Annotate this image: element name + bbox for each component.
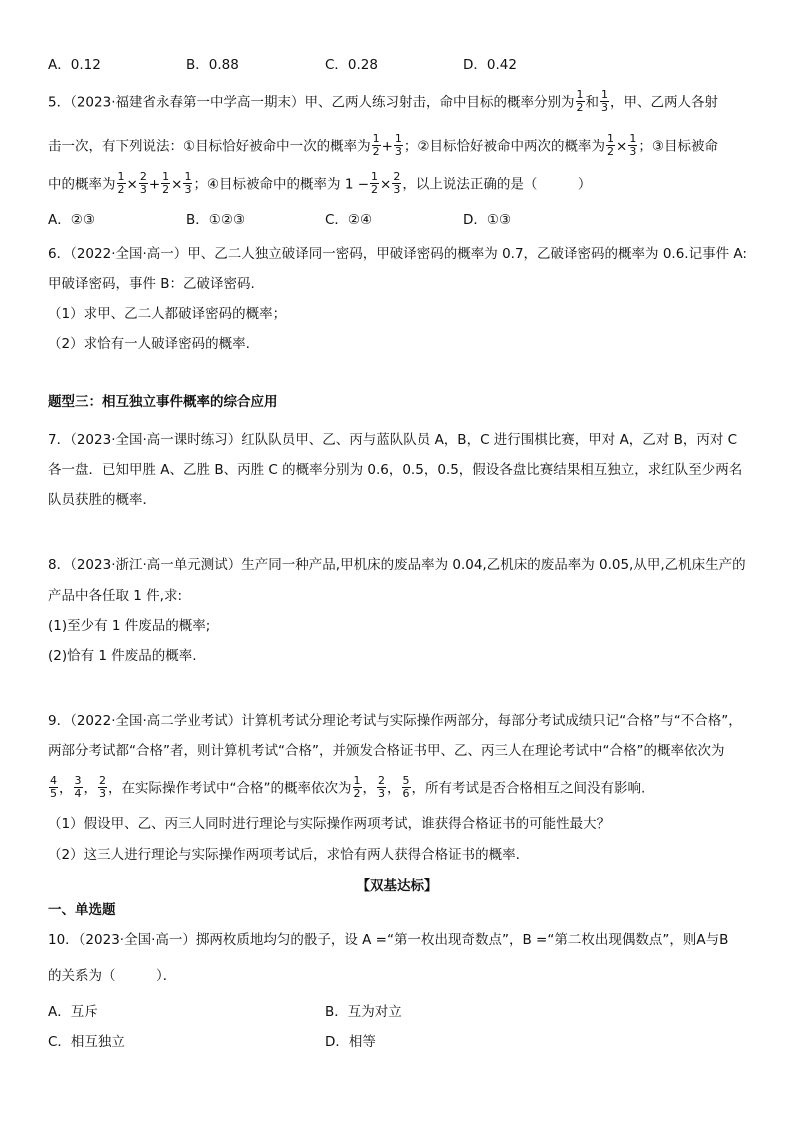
q9-line-3: $\frac{4}{5}$ ， $\frac{3}{4}$ ， $\frac{2}{3}$ ，在实际操作考试中“合格”的概率依次为 $\frac{1}{2}$ ， $\frac{2}{3}$ ， $\frac{5}{6}$ ，所有考试是否合格相互之间没有影响. — [50, 774, 646, 800]
q9-line-1: 9．（2022·全国·高二学业考试）计算机考试分理论考试与实际操作两部分，每部分考试成绩只记“合格”与“不合格”， — [48, 713, 742, 729]
q8-line-4: (2)恰有 1 件废品的概率. — [48, 648, 197, 664]
q10-option-c: C．相互独立 — [48, 1034, 125, 1050]
q10-option-b: B．互为对立 — [325, 1004, 402, 1020]
q5-line-3: 中的概率为 $\frac{1}{2}$ × $\frac{2}{3}$ + $\frac{1}{2}$ × $\frac{1}{3}$ ；④目标被命中的概率为 1 − $\frac{1}{2}$ × $\frac{2}{3}$ ，以上说法正确的是（ ） — [48, 170, 592, 196]
q5-option-d: D．①③ — [463, 212, 512, 228]
section-dual-foundation: 【双基达标】 — [356, 878, 438, 894]
q7-line-1: 7．（2023·全国·高一课时练习）红队队员甲、乙、丙与蓝队队员 A，B，C 进行围棋比赛，甲对 A，乙对 B，丙对 C — [48, 432, 738, 448]
q7-line-2: 各一盘．已知甲胜 A、乙胜 B、丙胜 C 的概率分别为 0.6，0.5，0.5，假设各盘比赛结果相互独立，求红队至少两名 — [48, 462, 743, 478]
q5-option-a: A．②③ — [48, 212, 95, 228]
section-title: 题型三：相互独立事件概率的综合应用 — [48, 394, 278, 410]
q5-option-c: C．②④ — [325, 212, 373, 228]
q8-line-2: 产品中各任取 1 件,求: — [48, 588, 183, 604]
q10-option-a: A．互斥 — [48, 1004, 98, 1020]
q10-line-2: 的关系为（ ）． — [48, 968, 177, 984]
q10-line-1: 10．（2023·全国·高一）掷两枚质地均匀的骰子，设 A =“第一枚出现奇数点”，B =“第二枚出现偶数点”，则A与B — [48, 932, 729, 948]
q8-line-3: (1)至少有 1 件废品的概率; — [48, 618, 211, 634]
q6-line-4: （2）求恰有一人破译密码的概率. — [48, 336, 250, 352]
q4-option-a: A．0.12 — [48, 57, 101, 73]
q6-line-1: 6．（2022·全国·高一）甲、乙二人独立破译同一密码，甲破译密码的概率为 0.7，乙破译密码的概率为 0.6.记事件 A: — [48, 246, 747, 262]
q10-option-d: D．相等 — [325, 1034, 376, 1050]
q5-line-2: 击一次，有下列说法：①目标恰好被命中一次的概率为 $\frac{1}{2}$ + $\frac{1}{3}$ ；②目标恰好被命中两次的概率为 $\frac{1}{2}$ × $\frac{1}{3}$ ；③目标被命 — [48, 132, 718, 158]
q4-option-b: B．0.88 — [186, 57, 239, 73]
q5-option-b: B．①②③ — [186, 212, 246, 228]
q9-line-2: 两部分考试都“合格”者，则计算机考试“合格”，并颁发合格证书甲、乙、丙三人在理论考试中“合格”的概率依次为 — [48, 743, 725, 759]
q8-line-1: 8．（2023·浙江·高一单元测试）生产同一种产品,甲机床的废品率为 0.04,乙机床的废品率为 0.05,从甲,乙机床生产的 — [48, 557, 746, 573]
fraction-1-3: $\frac{1}{3}$ — [601, 88, 608, 114]
q5-line-1: 5．（2023·福建省永春第一中学高一期末）甲、乙两人练习射击，命中目标的概率分别为 $\frac{1}{2}$ 和 $\frac{1}{3}$ ，甲、乙两人各射 — [48, 88, 718, 114]
q9-line-4: （1）假设甲、乙、丙三人同时进行理论与实际操作两项考试，谁获得合格证书的可能性最大？ — [48, 816, 611, 832]
q6-line-2: 甲破译密码，事件 B：乙破译密码. — [48, 276, 255, 292]
fraction-1-2: $\frac{1}{2}$ — [576, 88, 584, 114]
q4-option-c: C．0.28 — [325, 57, 378, 73]
q4-option-d: D．0.42 — [463, 57, 517, 73]
q7-line-3: 队员获胜的概率． — [48, 492, 156, 508]
section-single-choice: 一、单选题 — [48, 902, 116, 918]
q9-line-5: （2）这三人进行理论与实际操作两项考试后，求恰有两人获得合格证书的概率. — [48, 847, 520, 863]
q6-line-3: （1）求甲、乙二人都破译密码的概率； — [48, 306, 287, 322]
